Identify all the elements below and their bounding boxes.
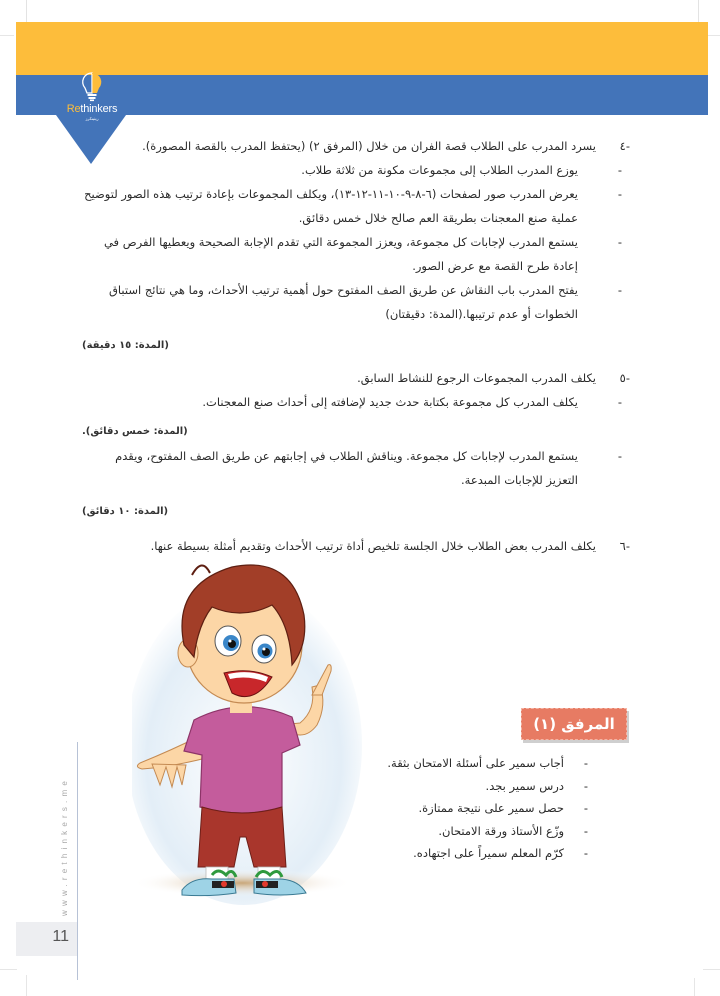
list-item: - كرّم المعلم سميراً على اجتهاده. bbox=[360, 842, 594, 865]
attachment-label: المرفق (١) bbox=[521, 708, 627, 740]
lightbulb-icon bbox=[81, 72, 103, 102]
page-number-box bbox=[16, 922, 77, 956]
crop-mark bbox=[0, 969, 17, 970]
list-item: - درس سمير بجد. bbox=[360, 775, 594, 798]
crop-mark bbox=[0, 35, 14, 36]
duration-note: (المدة: ١٠ دقائق) bbox=[82, 506, 169, 517]
attachment-list bbox=[360, 752, 594, 865]
lesson-steps bbox=[82, 134, 630, 558]
crop-mark bbox=[706, 35, 720, 36]
crop-mark bbox=[26, 0, 27, 22]
hair-strand bbox=[192, 565, 210, 575]
brand-name-prefix: Re bbox=[66, 103, 81, 115]
brand-name-suffix: thinkers bbox=[80, 103, 118, 115]
shoe-dot bbox=[262, 881, 268, 887]
margin-rule bbox=[77, 742, 78, 980]
crop-mark bbox=[694, 978, 695, 996]
duration-note: (المدة: خمس دقائق). bbox=[82, 426, 188, 437]
list-item: - وزّع الأستاذ ورقة الامتحان. bbox=[360, 820, 594, 843]
step-5 bbox=[82, 366, 630, 390]
list-item: - حصل سمير على نتيجة ممتازة. bbox=[360, 797, 594, 820]
list-item: - يفتح المدرب باب النقاش عن طريق الصف المفتوح حول أهمية ترتيب الأحداث، وما هي نتائج استباق الخطوات أو عدم ترتيبها.(المدة: دقيقتان) bbox=[82, 278, 630, 326]
step-number: -٤ bbox=[619, 139, 630, 153]
step-text: يسرد المدرب على الطلاب قصة الفران من خلال (المرفق ٢) (يحتفظ المدرب بالقصة المصورة). bbox=[142, 139, 596, 153]
crop-mark bbox=[703, 969, 720, 970]
page-number: 11 bbox=[52, 928, 69, 945]
list-item: - يستمع المدرب لإجابات كل مجموعة. ويناقش الطلاب في إجابتهم عن طريق الصف المفتوح، ويقدم التعزيز للإجابات المبدعة. bbox=[82, 444, 630, 492]
shoe-dot bbox=[221, 881, 227, 887]
shirt bbox=[184, 707, 300, 813]
list-item: - يعرض المدرب صور لصفحات (٦-٨-٩-١٠-١١-١٢-١٣)، ويكلف المجموعات بإعادة ترتيب هذه الصور لتوضيح عملية صنع المعجنات بطريقة العم صالح خلال خمس دقائق. bbox=[82, 182, 630, 230]
step-4 bbox=[82, 134, 630, 158]
boy-illustration bbox=[132, 545, 362, 905]
list-item: - يوزع المدرب الطلاب إلى مجموعات مكونة من ثلاثة طلاب. bbox=[82, 158, 630, 182]
duration-note: (المدة: ١٥ دقيقة) bbox=[82, 340, 169, 351]
crop-mark bbox=[698, 0, 699, 22]
crop-mark bbox=[26, 975, 27, 996]
eye-shine bbox=[229, 640, 232, 643]
ground-shadow bbox=[132, 869, 352, 897]
list-item: - يستمع المدرب لإجابات كل مجموعة، ويعزز المجموعة التي تقدم الإجابة الصحيحة ويعطيها الفرص في إعادة طرح القصة مع عرض الصور. bbox=[82, 230, 630, 278]
list-item: - أجاب سمير على أسئلة الامتحان بثقة. bbox=[360, 752, 594, 775]
step-number: -٦ bbox=[619, 539, 630, 553]
header-band-yellow bbox=[16, 22, 708, 75]
step-text: يكلف المدرب المجموعات الرجوع للنشاط السابق. bbox=[357, 371, 596, 385]
eye-shine bbox=[263, 648, 266, 651]
brand-tagline: ريثينكرز bbox=[85, 116, 99, 121]
brand-name bbox=[62, 103, 122, 115]
step-number: -٥ bbox=[619, 371, 630, 385]
step-text: يكلف المدرب بعض الطلاب خلال الجلسة تلخيص أداة ترتيب الأحداث وتقديم أمثلة بسيطة عنها. bbox=[150, 539, 596, 553]
list-item: - يكلف المدرب كل مجموعة بكتابة حدث جديد لإضافته إلى أحداث صنع المعجنات. bbox=[82, 390, 630, 414]
website-url: www.rethinkers.me bbox=[60, 777, 69, 916]
